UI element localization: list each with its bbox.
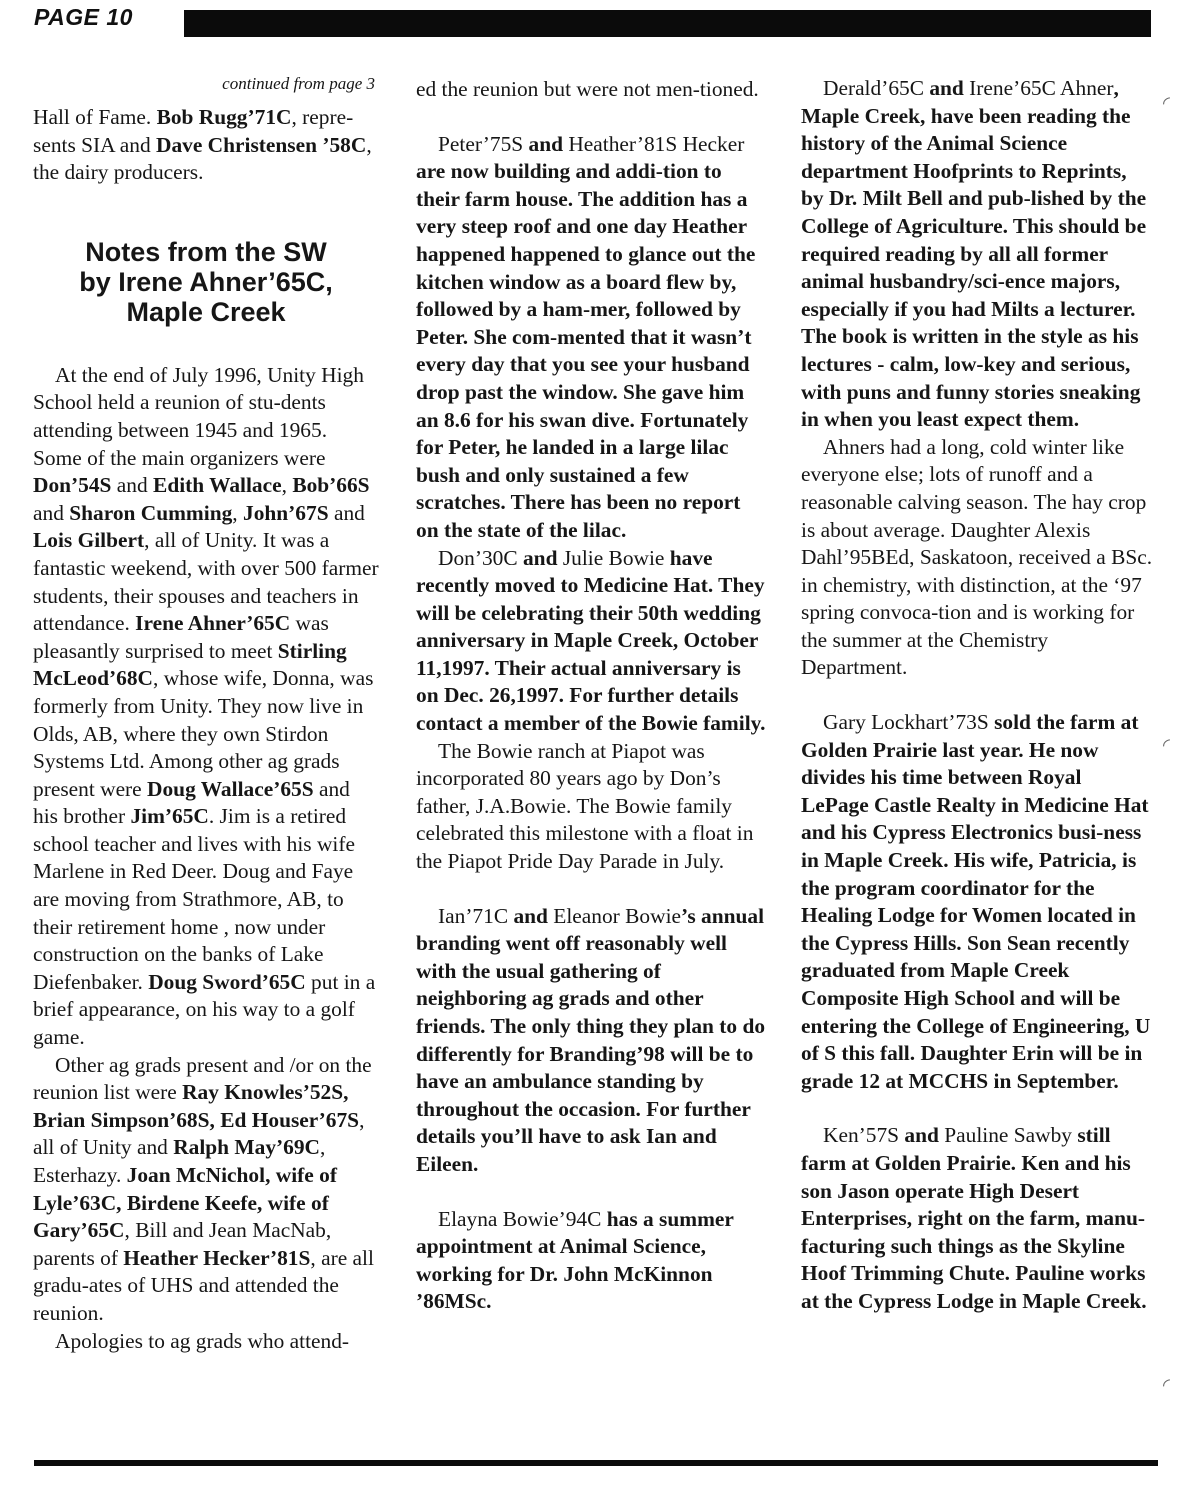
- bold-name: Doug Wallace’65S: [147, 776, 314, 801]
- header-bar: [184, 10, 1151, 37]
- article-heading: [33, 237, 379, 327]
- footer-rule: [34, 1460, 1158, 1466]
- text-run: , repre-sents SIA and: [33, 105, 354, 157]
- bold-name: still farm at Golden Prairie. Ken and his son Jason operate High Desert Enterprises, right on the farm, manu-facturing such things as the Skyline Hoof Trimming Chute. Pauline works at the Cypress Lodge in Maple Creek.: [801, 1123, 1147, 1313]
- bold-name: Don’54S: [33, 473, 112, 498]
- bold-name: Doug Sword’65C: [148, 969, 306, 994]
- paragraph: [33, 1328, 379, 1356]
- paragraph: [416, 131, 768, 545]
- text-run: Ahners had a long, cold winter like everyone else; lots of runoff and a reasonable calving season. The hay crop is about average. Daughter Alexis Dahl’95BEd, Saskatoon, received a BSc. in chemistry, with distinction, at the ‘97 spring convoca-tion and is working for the summer at the Chemistry Department.: [801, 434, 1153, 680]
- margin-mark-icon: ◜: [1163, 1375, 1170, 1396]
- bold-name: and: [923, 76, 970, 100]
- bold-name: Bob’66S: [292, 473, 370, 498]
- bold-name: have recently moved to Medicine Hat. They will be celebrating their 50th wedding anniversary in Maple Creek, October 11,1997. Their actual anniversary is on Dec. 26,1997. For further details contact a member of the Bowie family.: [416, 545, 766, 736]
- bold-name: Lois Gilbert: [33, 528, 145, 553]
- text-run: , all of Unity. It was a fantastic weekend, with over 500 farmer students, their spouses and teachers in attendance.: [33, 528, 379, 636]
- bold-name: and: [899, 1123, 945, 1148]
- heading-line: Notes from the SW: [85, 236, 327, 267]
- bold-name: has a summer appointment at Animal Science, working for Dr. John McKinnon ’86MSc.: [416, 1206, 734, 1314]
- text-run: Peter’75S: [438, 131, 524, 156]
- heading-line: by Irene Ahner’65C,: [79, 266, 333, 297]
- bold-name: Ray Knowles’52S, Brian Simpson’68S, Ed Houser’67S: [33, 1080, 360, 1132]
- text-run: and: [328, 500, 365, 525]
- text-run: , are all gradu-ates of UHS and attended the reunion.: [33, 1245, 374, 1325]
- margin-mark-icon: ◜: [1163, 735, 1170, 756]
- bold-name: and: [517, 545, 563, 570]
- bold-name: Heather Hecker’81S: [123, 1245, 311, 1270]
- bold-name: Jim’65C: [130, 804, 209, 829]
- paragraph: [801, 1122, 1153, 1315]
- bold-name: and: [508, 903, 554, 928]
- text-run: , whose wife, Donna, was formerly from Unity. They now live in Olds, AB, where they own Stirdon Systems Ltd. Among other ag grads present were: [33, 666, 374, 801]
- paragraph: [33, 362, 379, 1052]
- paragraph: [416, 76, 768, 104]
- bold-name: sold the farm at Golden Prairie last year. He now divides his time between Royal LePage Castle Realty in Medicine Hat and his Cypress Electronics busi-ness in Maple Creek. His wife, Patricia, is the program coordinator for the Healing Lodge for Women located in the Cypress Hills. Son Sean recently graduated from Maple Creek Composite High School and will be entering the College of Engineering, U of S this fall. Daughter Erin will be in grade 12 at MCCHS in September.: [801, 710, 1151, 1093]
- text-run: put in a brief appearance, on his way to a golf game.: [33, 969, 376, 1050]
- column-3: [801, 72, 1153, 1316]
- text-run: Heather’81S Hecker: [568, 131, 745, 156]
- text-run: Ken’57S: [823, 1123, 900, 1148]
- paragraph: [33, 104, 379, 187]
- text-run: Other ag grads present and /or on the reunion list were: [33, 1052, 372, 1105]
- page-number-label: PAGE 10: [34, 4, 133, 30]
- column-1: [33, 72, 379, 1355]
- paragraph: [33, 1052, 379, 1328]
- paragraph: [801, 75, 1153, 434]
- column-2: [416, 72, 768, 1316]
- bold-name: Edith Wallace: [153, 473, 282, 498]
- bold-name: Irene Ahner’65C: [135, 611, 291, 636]
- paragraph: [801, 434, 1153, 682]
- text-run: ed the reunion but were not men-tioned.: [416, 77, 759, 101]
- text-run: Hall of Fame.: [33, 105, 157, 129]
- bold-name: Joan McNichol, wife of Lyle’63C, Birdene Keefe, wife of Gary’65C: [33, 1163, 337, 1243]
- text-run: The Bowie ranch at Piapot was incorporated 80 years ago by Don’s father, J.A.Bowie. The Bowie family celebrated this milestone with a float in the Piapot Pride Day Parade in July.: [416, 738, 754, 874]
- bold-name: John’67S: [243, 500, 329, 525]
- bold-name: Stirling McLeod’68C: [33, 638, 347, 691]
- text-run: Derald’65C: [823, 76, 924, 100]
- text-run: Julie Bowie: [562, 545, 665, 570]
- text-run: and his brother: [33, 776, 350, 829]
- bold-name: ’s annual branding went off reasonably well with the usual gathering of neighboring ag grads and other friends. The only thing they plan to do differently for Branding’98 will be to have an ambulance standing by throughout the occasion. For further details you’ll have to ask Ian and Eileen.: [416, 903, 766, 1176]
- text-run: Gary Lockhart’73S: [823, 710, 989, 735]
- text-run: Elayna Bowie’94C: [438, 1206, 602, 1231]
- text-run: Apologies to ag grads who attend-: [55, 1328, 350, 1353]
- bold-name: Bob Rugg’71C: [156, 105, 292, 129]
- text-run: , Esterhazy.: [33, 1135, 326, 1187]
- text-run: and: [111, 473, 154, 498]
- text-run: . Jim is a retired school teacher and lives with his wife Marlene in Red Deer. Doug and Faye are moving from Strathmore, AB, to their retirement home , now under construction on the banks of Lake Diefenbaker.: [33, 804, 355, 994]
- text-run: ,: [281, 473, 293, 498]
- text-run: Irene’65C Ahner: [969, 76, 1114, 100]
- paragraph: [416, 1206, 768, 1316]
- text-run: Don’30C: [438, 545, 518, 570]
- bold-name: Ralph May’69C: [173, 1135, 320, 1160]
- text-run: , all of Unity and: [33, 1107, 365, 1160]
- text-run: Ian’71C: [438, 903, 509, 928]
- bold-name: Sharon Cumming: [69, 500, 233, 525]
- bold-name: and: [523, 131, 569, 156]
- paragraph: [416, 738, 768, 876]
- paragraph: [416, 903, 768, 1179]
- text-run: was pleasantly surprised to meet: [33, 611, 329, 663]
- text-run: , Bill and Jean MacNab, parents of: [33, 1218, 332, 1270]
- paragraph: [416, 545, 768, 738]
- paragraph: [801, 709, 1153, 1095]
- text-run: Pauline Sawby: [944, 1123, 1072, 1148]
- text-run: , the dairy producers.: [33, 132, 372, 185]
- text-run: and: [33, 500, 70, 525]
- margin-mark-icon: ◜: [1163, 93, 1170, 114]
- heading-line: Maple Creek: [126, 296, 286, 327]
- continued-note: continued from page 3: [222, 74, 375, 93]
- bold-name: Dave Christensen ’58C: [156, 132, 367, 157]
- bold-name: are now building and addi-tion to their farm house. The addition has a very steep roof and one day Heather happened happened to glance out the kitchen window as a board flew by, followed by a ham-mer, followed by Peter. She com-mented that it wasn’t every day that you see your husband drop past the window. She gave him an 8.6 for his swan dive. Fortunately for Peter, he landed in a large lilac bush and only sustained a few scratches. There has been no report on the state of the lilac.: [416, 159, 756, 542]
- text-run: At the end of July 1996, Unity High School held a reunion of stu-dents attending between 1945 and 1965. Some of the main organizers were: [33, 362, 364, 470]
- text-run: ,: [232, 500, 243, 525]
- bold-name: , Maple Creek, have been reading the history of the Animal Science department Hoofprints to Reprints, by Dr. Milt Bell and pub-lished by the College of Agriculture. This should be required reading by all all former animal husbandry/sci-ence majors, especially if you had Milts a lecturer. The book is written in the style as his lectures - calm, low-key and serious, with puns and funny stories sneaking in when you least expect them.: [801, 76, 1147, 432]
- text-run: Eleanor Bowie: [553, 903, 682, 928]
